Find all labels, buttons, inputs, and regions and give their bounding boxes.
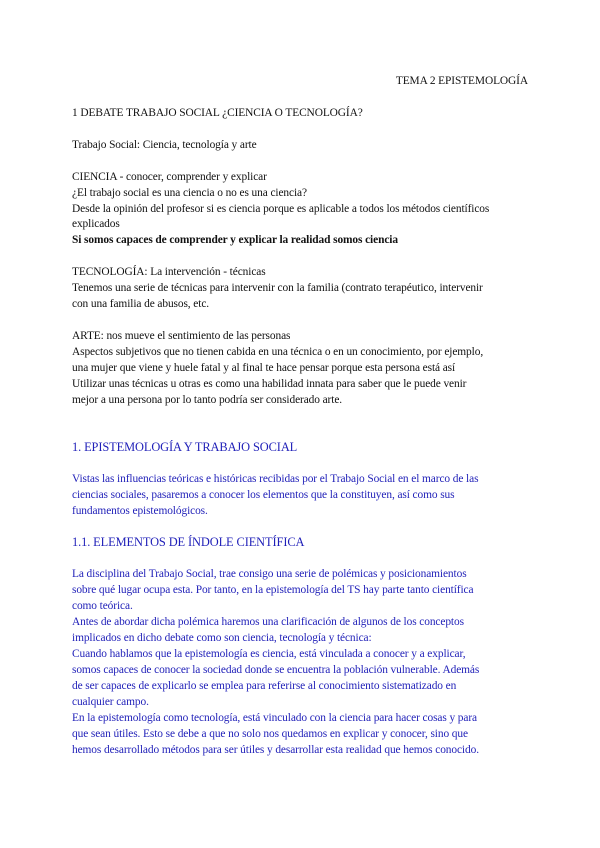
body-line: de ser capaces de explicarlo se emplea para referirse al conocimiento sistematizado en bbox=[72, 680, 457, 692]
body-line: cualquier campo. bbox=[72, 696, 149, 708]
page-title: TEMA 2 EPISTEMOLOGÍA bbox=[395, 75, 528, 87]
body-line: La disciplina del Trabajo Social, trae consigo una serie de polémicas y posicionamientos bbox=[72, 568, 467, 580]
arte-line: una mujer que viene y huele fatal y al final te hace pensar porque esta persona está así bbox=[72, 362, 456, 374]
body-line: En la epistemología como tecnología, está vinculado con la ciencia para hacer cosas y para bbox=[72, 712, 478, 724]
arte-line: Aspectos subjetivos que no tienen cabida en una técnica o en un conocimiento, por ejemplo, bbox=[72, 346, 484, 358]
section-heading-debate: 1 DEBATE TRABAJO SOCIAL ¿CIENCIA O TECNOLOGÍA? bbox=[72, 107, 363, 119]
body-line: Antes de abordar dicha polémica haremos una clarificación de algunos de los conceptos bbox=[72, 616, 464, 628]
ciencia-line: explicados bbox=[72, 218, 120, 230]
ciencia-line: Desde la opinión del profesor si es ciencia porque es aplicable a todos los métodos científicos bbox=[72, 203, 490, 215]
subheading-elementos: 1.1. ELEMENTOS DE ÍNDOLE CIENTÍFICA bbox=[72, 535, 305, 549]
tecnologia-line: con una familia de abusos, etc. bbox=[72, 298, 210, 310]
body-line: que sean útiles. Esto se debe a que no solo nos quedamos en explicar y conocer, sino que bbox=[72, 728, 468, 740]
paragraph-line: fundamentos epistemológicos. bbox=[72, 505, 208, 517]
arte-line: mejor a una persona por lo tanto podría ser considerado arte. bbox=[72, 394, 343, 406]
arte-line: ARTE: nos mueve el sentimiento de las personas bbox=[72, 330, 291, 342]
ciencia-line: ¿El trabajo social es una ciencia o no es una ciencia? bbox=[72, 187, 307, 199]
body-line: somos capaces de conocer la sociedad donde se encuentra la población vulnerable. Además bbox=[72, 664, 480, 676]
body-line: implicados en dicho debate como son ciencia, tecnología y técnica: bbox=[72, 632, 372, 644]
body-line: hemos desarrollado métodos para ser útiles y desarrollar esta realidad que hemos conocido. bbox=[72, 744, 479, 756]
body-line: Cuando hablamos que la epistemología es ciencia, está vinculada a conocer y a explicar, bbox=[72, 648, 466, 660]
paragraph-line: Vistas las influencias teóricas e históricas recibidas por el Trabajo Social en el marco de las bbox=[72, 473, 479, 485]
paragraph-line: ciencias sociales, pasaremos a conocer los elementos que la constituyen, así como sus bbox=[72, 489, 455, 501]
arte-line: Utilizar unas técnicas u otras es como una habilidad innata para saber que le puede venir bbox=[72, 378, 467, 390]
body-line: sobre qué lugar ocupa esta. Por tanto, en la epistemología del TS hay parte tanto científica bbox=[72, 584, 474, 596]
section-heading-epistemologia: 1. EPISTEMOLOGÍA Y TRABAJO SOCIAL bbox=[72, 440, 298, 454]
ciencia-line: CIENCIA - conocer, comprender y explicar bbox=[72, 171, 267, 183]
ciencia-bold-statement: Si somos capaces de comprender y explicar la realidad somos ciencia bbox=[72, 234, 398, 246]
intro-line: Trabajo Social: Ciencia, tecnología y arte bbox=[72, 139, 257, 151]
tecnologia-line: Tenemos una serie de técnicas para intervenir con la familia (contrato terapéutico, intervenir bbox=[72, 282, 483, 294]
body-line: como teórica. bbox=[72, 600, 133, 612]
tecnologia-line: TECNOLOGÍA: La intervención - técnicas bbox=[72, 266, 266, 278]
